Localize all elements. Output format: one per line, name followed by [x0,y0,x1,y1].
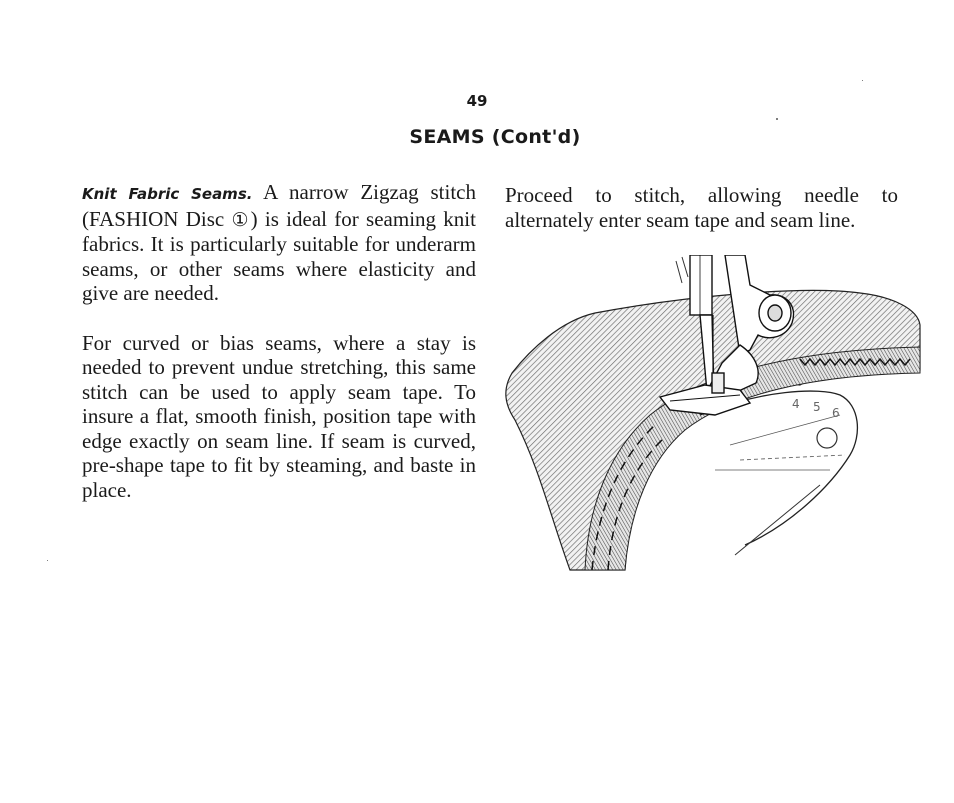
page-number: 49 [466,92,488,110]
left-column [82,180,476,502]
para1-text-b: ) is ideal for seaming knit fabrics. It is particularly suitable for underarm seams, or other seams where elasticity and give are needed. [82,206,476,305]
paper-speck [776,118,778,120]
right-column [505,183,898,232]
paper-speck [862,80,863,81]
knit-fabric-seams-paragraph [82,180,476,306]
fashion-disc-symbol: ① [231,208,251,231]
sewing-illustration [500,255,930,575]
runin-heading: Knit Fabric Seams. [82,185,253,203]
proceed-paragraph: Proceed to stitch, allowing needle to alternately enter seam tape and seam line. [505,183,898,232]
gauge-number-5: 5 [813,400,821,414]
para1-text-a: A narrow Zigzag stitch (FASHION Disc [82,180,477,231]
paper-speck [47,560,48,561]
gauge-number-4: 4 [792,397,800,411]
gauge-number-6: 6 [832,406,840,420]
section-title: SEAMS (Cont'd) [409,126,581,148]
curved-seams-paragraph: For curved or bias seams, where a stay is needed to prevent undue stretching, this same stitch can be used to apply seam tape. To insure a flat, smooth finish, position tape with edge exactly on seam line. If seam is curved, pre-shape tape to fit by steaming, and baste in place. [82,330,476,502]
